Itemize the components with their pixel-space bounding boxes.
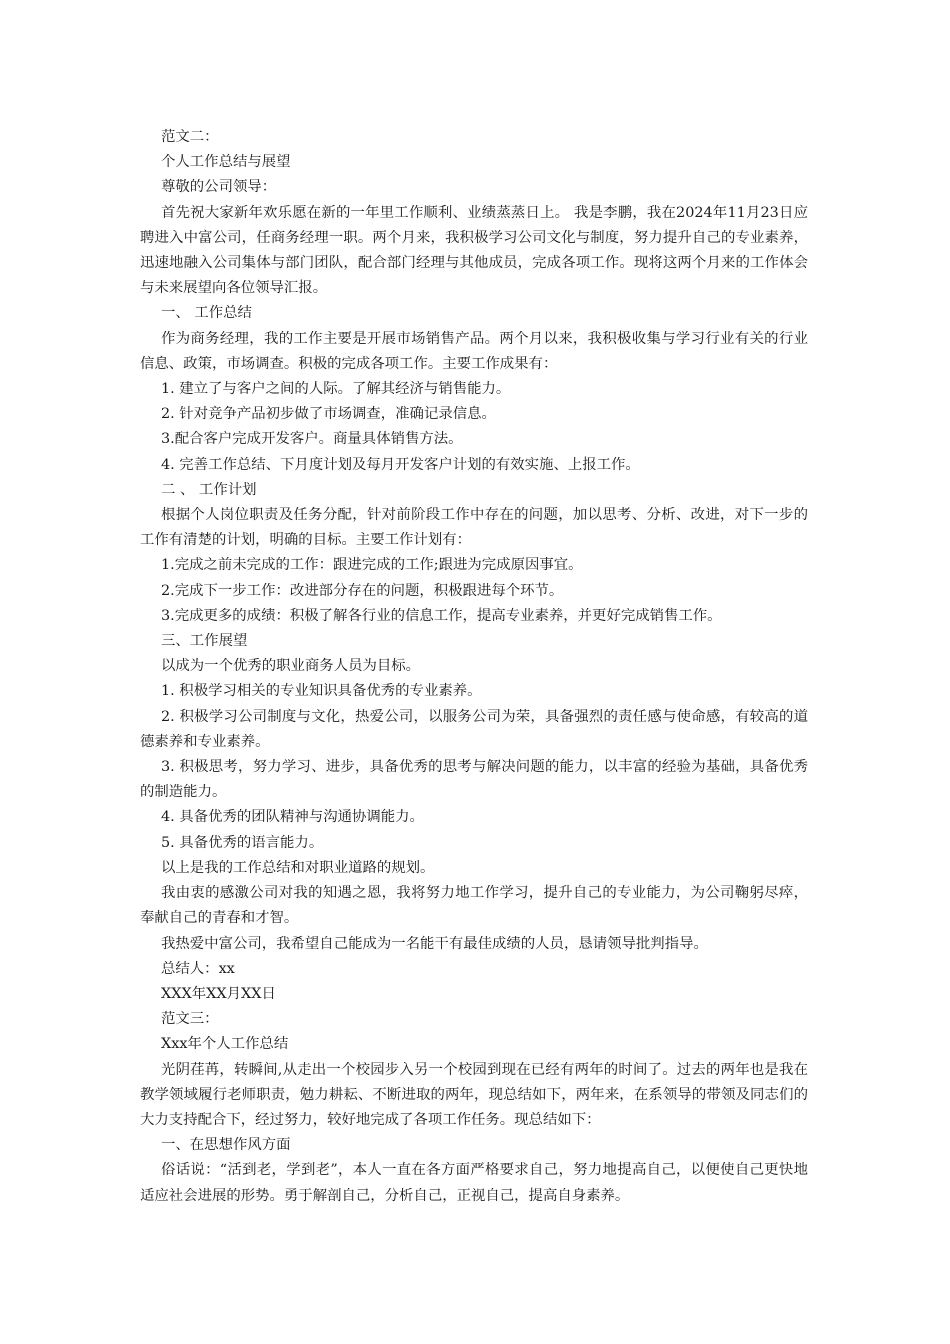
document-body — [140, 125, 808, 1209]
list-item: 2.完成下一步工作：改进部分存在的问题，积极跟进每个环节。 — [161, 582, 564, 599]
list-item: 4. 完善工作总结、下月度计划及每月开发客户计划的有效实施、上报工作。 — [161, 456, 640, 473]
signature-date: XXX年XX月XX日 — [161, 985, 276, 1002]
signature-author: 总结人：xx — [161, 960, 235, 977]
paragraph-gratitude: 我由衷的感激公司对我的知遇之恩，我将努力地工作学习，提升自己的专业能力，为公司鞠躬尽瘁，奉献自己的青春和才智。 — [140, 885, 808, 927]
heading-work-plan: 二 、 工作计划 — [161, 481, 257, 498]
list-item: 2. 针对竞争产品初步做了市场调查，准确记录信息。 — [161, 406, 496, 423]
document-title: 个人工作总结与展望 — [161, 154, 291, 171]
heading-work-summary: 一、 工作总结 — [161, 305, 252, 322]
closing-summary: 以上是我的工作总结和对职业道路的规划。 — [161, 859, 435, 876]
list-item: 3.配合客户完成开发客户。商量具体销售方法。 — [161, 431, 463, 448]
list-item: 3. 积极思考，努力学习、进步，具备优秀的思考与解决问题的能力，以丰富的经验为基础，具备优秀的制造能力。 — [140, 759, 808, 801]
list-item: 3.完成更多的成绩：积极了解各行业的信息工作，提高专业素养，并更好完成销售工作。 — [161, 607, 722, 624]
paragraph-work-summary: 作为商务经理，我的工作主要是开展市场销售产品。两个月以来，我积极收集与学习行业有关的行业信息、政策，市场调查。积极的完成各项工作。主要工作成果有： — [140, 330, 808, 372]
outlook-goal: 以成为一个优秀的职业商务人员为目标。 — [161, 658, 421, 675]
heading-outlook: 三、工作展望 — [161, 633, 248, 650]
list-item: 4. 具备优秀的团队精神与沟通协调能力。 — [161, 809, 424, 826]
list-item: 1.完成之前未完成的工作：跟进完成的工作;跟进为完成原因事宜。 — [161, 557, 583, 574]
paragraph-ideology: 俗话说：“活到老，学到老”，本人一直在各方面严格要求自己，努力地提高自己，以便使自己更快地适应社会进展的形势。勇于解剖自己，分析自己，正视自己，提高自身素养。 — [140, 1162, 808, 1204]
heading-ideology: 一、在思想作风方面 — [161, 1137, 291, 1154]
document-title-2: Xxx年个人工作总结 — [161, 1036, 289, 1053]
closing-request: 我热爱中富公司，我希望自己能成为一名能干有最佳成绩的人员，恳请领导批判指导。 — [161, 935, 708, 952]
section-label: 范文三： — [161, 1011, 219, 1028]
section-label: 范文二： — [161, 129, 219, 145]
paragraph-intro-2: 光阴荏苒，转瞬间,从走出一个校园步入另一个校园到现在已经有两年的时间了。过去的两年也是我在教学领域履行老师职责，勉力耕耘、不断进取的两年，现总结如下，两年来，在系领导的带领及同志们的大力支持配合下，经过努力，较好地完成了各项工作任务。现总结如下： — [140, 1061, 808, 1128]
paragraph-work-plan: 根据个人岗位职责及任务分配，针对前阶段工作中存在的问题，加以思考、分析、改进，对下一步的工作有清楚的计划，明确的目标。主要工作计划有： — [140, 507, 808, 549]
list-item: 1. 建立了与客户之间的人际。了解其经济与销售能力。 — [161, 381, 511, 398]
list-item: 1. 积极学习相关的专业知识具备优秀的专业素养。 — [161, 683, 482, 700]
paragraph-intro: 首先祝大家新年欢乐愿在新的一年里工作顺利、业绩蒸蒸日上。 我是李鹏，我在2024年11月23日应聘进入中富公司，任商务经理一职。两个月来，我积极学习公司文化与制度，努力提升自己的专业素养，迅速地融入公司集体与部门团队，配合部门经理与其他成员，完成各项工作。现将这两个月来的工作体会与未来展望向各位领导汇报。 — [140, 204, 808, 297]
salutation: 尊敬的公司领导： — [161, 179, 277, 196]
list-item: 2. 积极学习公司制度与文化，热爱公司，以服务公司为荣，具备强烈的责任感与使命感，有较高的道德素养和专业素养。 — [140, 708, 808, 750]
list-item: 5. 具备优秀的语言能力。 — [161, 834, 324, 851]
